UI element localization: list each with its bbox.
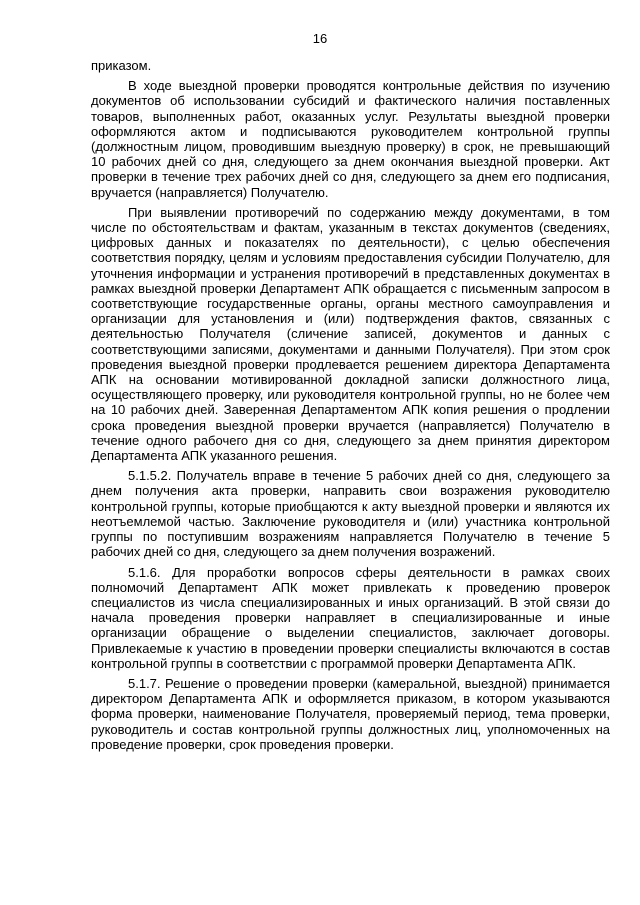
paragraph-continuation: приказом. <box>91 58 152 73</box>
paragraph-contradictions: При выявлении противоречий по содержанию между документами, в том числе по обстоятельствам и фактам, указанным в текстах документов (сведениях, цифровых данных и показателях по деятельности), с целью обеспечения соответствия порядку, целям и условиям предоставления субсидии Получателю, для уточнения информации и устранения противоречий в представленных документах в рамках выездной проверки Департамент АПК обращается с письменным запросом в соответствующие государственные органы, органы местного самоуправления и организации для установления и (или) подтверждения фактов, связанных с деятельностью Получателя (сличение записей, документов и данных с соответствующими записями, документами и данными Получателя). При этом срок проведения выездной проверки продлевается решением директора Департамента АПК на основании мотивированной докладной записки должностного лица, осуществляющего проверку, или руководителя контрольной группы, но не более чем на 10 рабочих дней. Заверенная Департаментом АПК копия решения о продлении срока проведения выездной проверки вручается (направляется) Получателю в течение одного рабочего дня со дня, следующего за днем принятия директором Департамента АПК указанного решения. <box>91 204 610 464</box>
paragraph-5-1-7: 5.1.7. Решение о проведении проверки (камеральной, выездной) принимается директором Департамента АПК и оформляется приказом, в котором указываются форма проверки, наименование Получателя, проверяемый период, тема проверки, руководитель и состав контрольной группы должностных лиц, уполномоченных на проведение проверки, срок проведения проверки. <box>91 675 610 752</box>
document-body <box>91 58 610 757</box>
paragraph-5-1-6: 5.1.6. Для проработки вопросов сферы деятельности в рамках своих полномочий Департамент АПК может привлекать к проведению проверок специалистов из числа специализированных и иных организаций. В этой связи до начала проведения проверки направляет в специализированные и иные организации обращение о выделении специалистов, заключает договоры. Привлекаемые к участию в проведении проверки специалисты включаются в состав контрольной группы в соответствии с программой проверки Департамента АПК. <box>91 564 610 671</box>
page-number: 16 <box>312 31 328 46</box>
paragraph-onsite-inspection: В ходе выездной проверки проводятся контрольные действия по изучению документов об использовании субсидий и фактического наличия поставленных товаров, выполненных работ, оказанных услуг. Результаты выездной проверки оформляются актом и подписываются руководителем контрольной группы (должностным лицом, проводившим выездную проверку) в срок, не превышающий 10 рабочих дней со дня, следующего за днем окончания выездной проверки. Акт проверки в течение трех рабочих дней со дня, следующего за днем его подписания, вручается (направляется) Получателю. <box>91 78 610 200</box>
paragraph-5-1-5-2: 5.1.5.2. Получатель вправе в течение 5 рабочих дней со дня, следующего за днем получения акта проверки, направить свои возражения руководителю контрольной группы, которые приобщаются к акту выездной проверки и являются их неотъемлемой частью. Заключение руководителя и (или) участника контрольной группы по поступившим возражениям направляется Получателю в течение 5 рабочих дней со дня, следующего за днем получения возражений. <box>91 468 610 560</box>
